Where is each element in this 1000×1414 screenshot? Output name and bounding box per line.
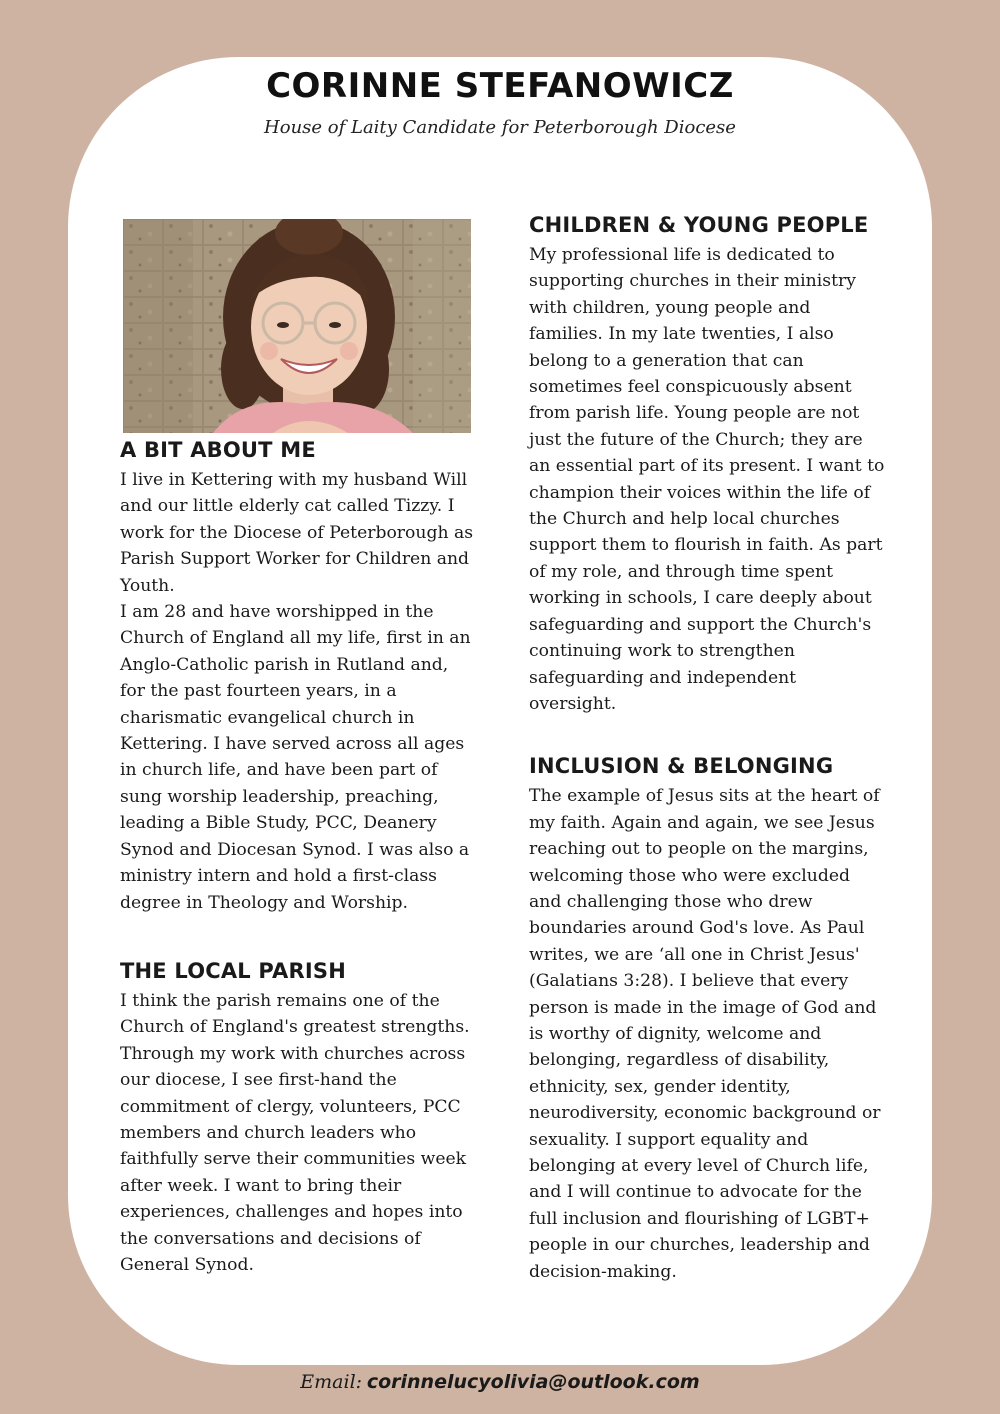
contact-footer bbox=[0, 1371, 1000, 1394]
about-heading: A BIT ABOUT ME bbox=[120, 438, 316, 462]
right-column bbox=[529, 210, 887, 1285]
candidate-name: CORINNE STEFANOWICZ bbox=[266, 66, 734, 106]
portrait-illustration bbox=[123, 219, 471, 433]
candidate-photo bbox=[123, 219, 471, 433]
children-paragraph: My professional life is dedicated to supporting churches in their ministry with children, young people and families. In my late twenties, I also belong to a generation that can sometimes feel conspicuously absent from parish life. Young people are not just the future of the Church; they are an essential part of its present. I want to champion their voices within the life of the Church and help local churches support them to flourish in faith. As part of my role, and through time spent working in schools, I care deeply about safeguarding and support the Church's continuing work to strengthen safeguarding and independent oversight. bbox=[529, 245, 885, 714]
left-column bbox=[120, 435, 478, 1278]
email-address[interactable]: corinnelucyolivia@outlook.com bbox=[366, 1371, 700, 1393]
children-heading: CHILDREN & YOUNG PEOPLE bbox=[529, 213, 869, 237]
about-paragraph-2: I am 28 and have worshipped in the Church of England all my life, first in an Anglo-Catholic parish in Rutland and, for the past fourteen years, in a charismatic evangelical church in Kettering. I have served across all ages in church life, and have been part of sung worship leadership, preaching, leading a Bible Study, PCC, Deanery Synod and Diocesan Synod. I was also a ministry intern and hold a first-class degree in Theology and Worship. bbox=[120, 602, 471, 913]
parish-paragraph: I think the parish remains one of the Church of England's greatest strengths. Through my work with churches across our diocese, I see first-hand the commitment of clergy, volunteers, PCC members and church leaders who faithfully serve their communities week after week. I want to bring their experiences, challenges and hopes into the conversations and decisions of General Synod. bbox=[120, 990, 470, 1275]
candidate-subtitle: House of Laity Candidate for Peterborough Diocese bbox=[264, 117, 736, 138]
inclusion-paragraph: The example of Jesus sits at the heart of my faith. Again and again, we see Jesus reaching out to people on the margins, welcoming those who were excluded and challenging those who drew boundaries around God's love. As Paul writes, we are ‘all one in Christ Jesus' (Galatians 3:28). I believe that every person is made in the image of God and is worthy of dignity, welcome and belonging, regardless of disability, ethnicity, sex, gender identity, neurodiversity, economic background or sexuality. I support equality and belonging at every level of Church life, and I will continue to advocate for the full inclusion and flourishing of LGBT+ people in our churches, leadership and decision-making. bbox=[529, 786, 881, 1282]
about-paragraph-1: I live in Kettering with my husband Will and our little elderly cat called Tizzy. I work for the Diocese of Peterborough as Parish Support Worker for Children and Youth. bbox=[120, 470, 474, 596]
email-label: Email: bbox=[300, 1371, 363, 1393]
inclusion-heading: INCLUSION & BELONGING bbox=[529, 754, 834, 779]
parish-heading: THE LOCAL PARISH bbox=[120, 958, 346, 983]
